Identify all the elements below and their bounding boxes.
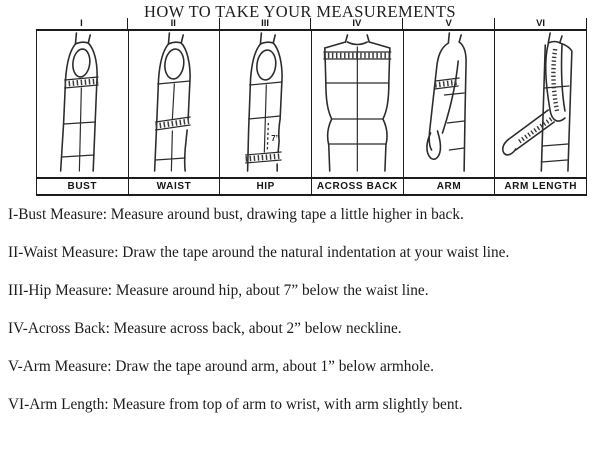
instruction-arm: V-Arm Measure: Draw the tape around arm, about 1” below armhole. xyxy=(8,358,434,375)
bust-figure-drawing xyxy=(37,31,128,177)
page-title: HOW TO TAKE YOUR MEASUREMENTS xyxy=(144,2,456,21)
instruction-list xyxy=(8,206,596,434)
panel-numeral-hip: III xyxy=(220,18,312,29)
instruction-bust: I-Bust Measure: Measure around bust, drawing tape a little higher in back. xyxy=(8,206,464,223)
panel-across-back xyxy=(312,31,404,177)
panel-numeral-bust: I xyxy=(36,18,128,29)
hip-figure-drawing xyxy=(220,31,311,177)
arm-length-figure-drawing xyxy=(495,31,586,177)
panel-numeral-across-back: IV xyxy=(311,18,403,29)
panel-label-arm-length: ARM LENGTH xyxy=(495,179,587,194)
instruction-hip: III-Hip Measure: Measure around hip, about 7” below the waist line. xyxy=(8,282,429,299)
instruction-arm-length: VI-Arm Length: Measure from top of arm to wrist, with arm slightly bent. xyxy=(8,396,463,413)
panel-numeral-waist: II xyxy=(128,18,220,29)
label-row xyxy=(36,177,587,196)
panel-numeral-arm: V xyxy=(403,18,495,29)
figure-row xyxy=(36,31,587,177)
panel-bust xyxy=(36,31,129,177)
panel-label-bust: BUST xyxy=(36,179,129,194)
across-back-figure-drawing xyxy=(312,31,403,177)
measurement-diagram xyxy=(36,18,587,196)
panel-numeral-arm-length: VI xyxy=(495,18,587,29)
panel-arm-length xyxy=(495,31,587,177)
instruction-across-back: IV-Across Back: Measure across back, about 2” below neckline. xyxy=(8,320,402,337)
panel-waist xyxy=(129,31,221,177)
seven-inch-guide-line xyxy=(268,123,269,151)
panel-label-waist: WAIST xyxy=(129,179,221,194)
panel-label-arm: ARM xyxy=(404,179,496,194)
instruction-waist: II-Waist Measure: Draw the tape around the natural indentation at your waist line. xyxy=(8,244,510,261)
panel-hip xyxy=(220,31,312,177)
panel-label-hip: HIP xyxy=(220,179,312,194)
waist-figure-drawing xyxy=(129,31,220,177)
panel-arm xyxy=(404,31,496,177)
numeral-row xyxy=(36,18,587,31)
panel-label-across-back: ACROSS BACK xyxy=(312,179,404,194)
seven-inch-label: 7” xyxy=(271,133,280,144)
arm-figure-drawing xyxy=(404,31,495,177)
